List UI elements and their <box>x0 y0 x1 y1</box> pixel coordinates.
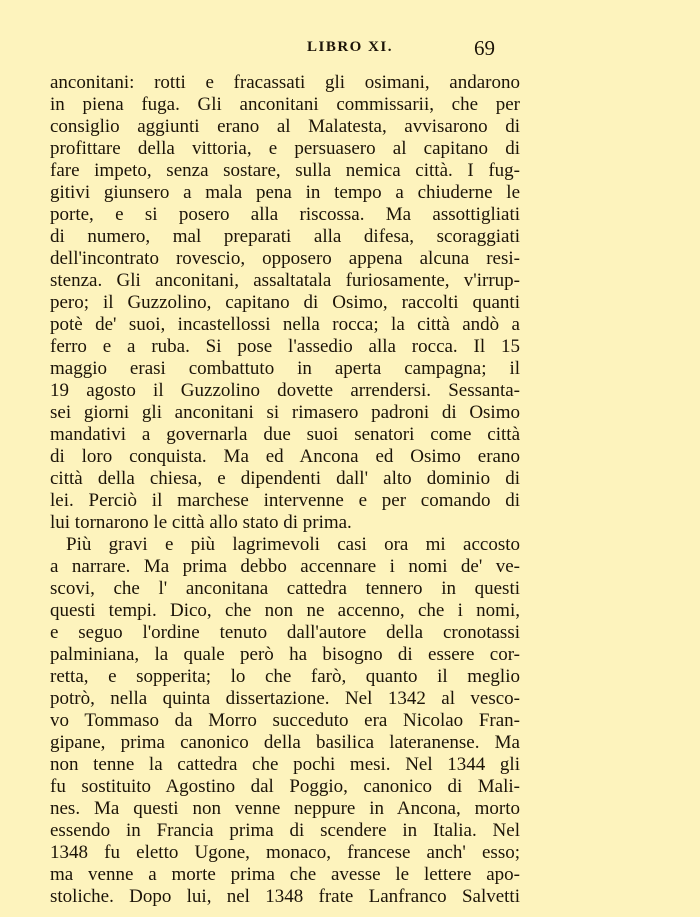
text-line: a narrare. Ma prima debbo accennare i nomi de' ve- <box>50 556 520 577</box>
text-line: ferro e a ruba. Si pose l'assedio alla rocca. Il 15 <box>50 336 520 357</box>
running-head <box>0 36 700 62</box>
body-text <box>50 72 520 908</box>
text-line: maggio erasi combattuto in aperta campagna; il <box>50 358 520 379</box>
text-line: pero; il Guzzolino, capitano di Osimo, raccolti quanti <box>50 292 520 313</box>
text-line: potè de' suoi, incastellossi nella rocca; la città andò a <box>50 314 520 335</box>
text-line: potrò, nella quinta dissertazione. Nel 1342 al vesco- <box>50 688 520 709</box>
text-line: di loro conquista. Ma ed Ancona ed Osimo erano <box>50 446 520 467</box>
text-line: stoliche. Dopo lui, nel 1348 frate Lanfranco Salvetti <box>50 886 520 907</box>
paragraph-end-line: lui tornarono le città allo stato di prima. <box>50 512 352 533</box>
text-line: porte, e si posero alla riscossa. Ma assottigliati <box>50 204 520 225</box>
text-line: città della chiesa, e dipendenti dall' alto dominio di <box>50 468 520 489</box>
text-line: non tenne la cattedra che pochi mesi. Nel 1344 gli <box>50 754 520 775</box>
text-line: scovi, che l' anconitana cattedra tennero in questi <box>50 578 520 599</box>
text-line: in piena fuga. Gli anconitani commissarii, che per <box>50 94 520 115</box>
text-line: stenza. Gli anconitani, assaltatala furiosamente, v'irrup- <box>50 270 520 291</box>
text-line: dell'incontrato rovescio, opposero appena alcuna resi- <box>50 248 520 269</box>
chapter-title: LIBRO XI. <box>306 39 394 55</box>
text-line: 1348 fu eletto Ugone, monaco, francese anch' esso; <box>50 842 520 863</box>
text-line: palminiana, la quale però ha bisogno di essere cor- <box>50 644 520 665</box>
text-line: di numero, mal preparati alla difesa, scoraggiati <box>50 226 520 247</box>
paragraph-first-line: Più gravi e più lagrimevoli casi ora mi accosto <box>66 534 520 555</box>
text-line: gipane, prima canonico della basilica lateranense. Ma <box>50 732 520 753</box>
text-line: anconitani: rotti e fracassati gli osimani, andarono <box>50 72 520 93</box>
text-line: fare impeto, senza sostare, sulla nemica città. I fug- <box>50 160 520 181</box>
text-line: gitivi giunsero a mala pena in tempo a chiuderne le <box>50 182 520 203</box>
text-line: ma venne a morte prima che avesse le lettere apo- <box>50 864 520 885</box>
text-line: e seguo l'ordine tenuto dall'autore della cronotassi <box>50 622 520 643</box>
text-line: profittare della vittoria, e persuasero al capitano di <box>50 138 520 159</box>
text-line: questi tempi. Dico, che non ne accenno, che i nomi, <box>50 600 520 621</box>
text-line: consiglio aggiunti erano al Malatesta, avvisarono di <box>50 116 520 137</box>
page-number: 69 <box>474 36 495 60</box>
text-line: mandativi a governarla due suoi senatori come città <box>50 424 520 445</box>
text-line: nes. Ma questi non venne neppure in Ancona, morto <box>50 798 520 819</box>
text-line: 19 agosto il Guzzolino dovette arrendersi. Sessanta- <box>50 380 520 401</box>
text-line: fu sostituito Agostino dal Poggio, canonico di Mali- <box>50 776 520 797</box>
text-line: vo Tommaso da Morro succeduto era Nicolao Fran- <box>50 710 520 731</box>
text-line: sei giorni gli anconitani si rimasero padroni di Osimo <box>50 402 520 423</box>
text-line: lei. Perciò il marchese intervenne e per comando di <box>50 490 520 511</box>
text-line: retta, e sopperita; lo che farò, quanto il meglio <box>50 666 520 687</box>
text-line: essendo in Francia prima di scendere in Italia. Nel <box>50 820 520 841</box>
